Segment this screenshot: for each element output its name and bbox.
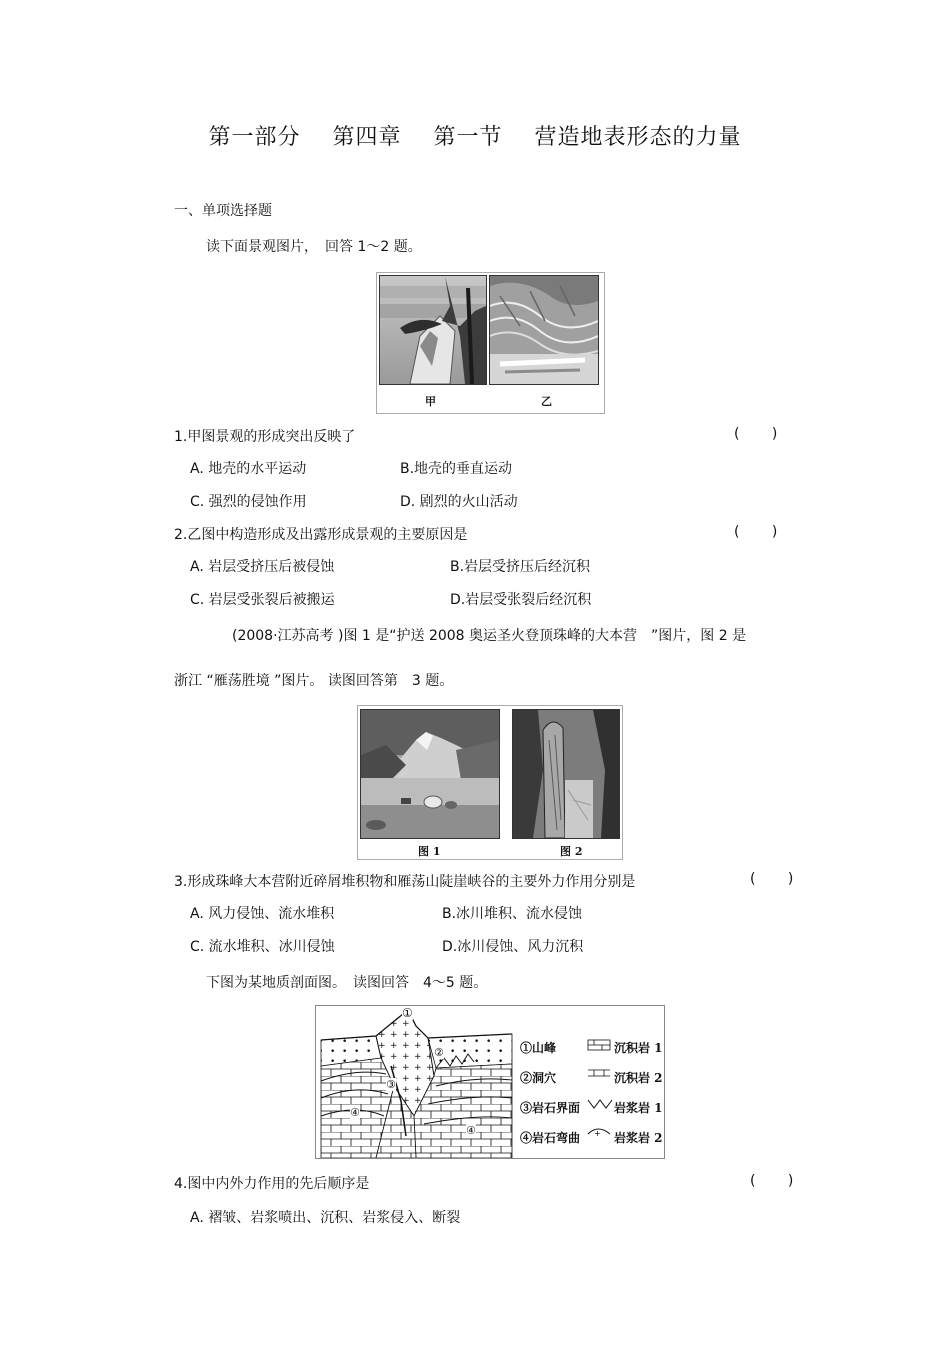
photo-jia [379, 275, 487, 385]
intro-q1-2: 读下面景观图片， 回答 1～2 题。 [206, 239, 422, 255]
question-1-option-a: A. 地壳的水平运动 [190, 461, 307, 477]
question-4-stem: 4.图中内外力作用的先后顺序是 [174, 1176, 370, 1192]
photo-yandang [512, 709, 620, 839]
question-2-option-b: B.岩层受挤压后经沉积 [450, 559, 591, 575]
question-2-stem: 2.乙图中构造形成及出露形成景观的主要原因是 [174, 527, 468, 543]
caption-yi: 乙 [541, 395, 552, 408]
intro-q3-line2: 浙江 “雁荡胜境 ”图片。 读图回答第 3 题。 [174, 673, 454, 689]
question-1-stem: 1.甲图景观的形成突出反映了 [174, 429, 356, 445]
legend-magma-1: 岩浆岩 1 [614, 1101, 663, 1115]
legend-symbols [586, 1036, 616, 1156]
question-3-option-c: C. 流水堆积、冰川侵蚀 [190, 939, 335, 955]
question-2-answer-blank: ( ) [734, 524, 792, 540]
section-heading: 一、单项选择题 [174, 203, 272, 219]
marker-interface: ③ [386, 1078, 396, 1091]
question-2-option-d: D.岩层受张裂后经沉积 [450, 592, 592, 608]
legend-magma-2: 岩浆岩 2 [614, 1131, 663, 1145]
question-4-option-a: A. 褶皱、岩浆喷出、沉积、岩浆侵入、断裂 [190, 1210, 461, 1226]
question-2-option-c: C. 岩层受张裂后被搬运 [190, 592, 335, 608]
legend-sedimentary-2: 沉积岩 2 [614, 1071, 663, 1085]
magma-2-icon [588, 1129, 610, 1138]
question-3-stem: 3.形成珠峰大本营附近碎屑堆积物和雁荡山陡崖峡谷的主要外力作用分别是 [174, 874, 636, 890]
question-1-option-b: B.地壳的垂直运动 [400, 461, 513, 477]
title-section: 第一节 [433, 125, 503, 150]
marker-peak: ① [402, 1006, 413, 1020]
question-3-option-b: B.冰川堆积、流水侵蚀 [442, 906, 583, 922]
geological-section-figure [315, 1005, 665, 1159]
legend-sedimentary-1: 沉积岩 1 [614, 1041, 663, 1055]
question-4-answer-blank: ( ) [750, 1173, 808, 1189]
svg-text:+: + [594, 1129, 601, 1138]
page-title [0, 120, 950, 151]
cross-section-drawing [316, 1006, 516, 1158]
legend-cave: ②洞穴 [520, 1071, 557, 1085]
title-topic: 营造地表形态的力量 [534, 125, 742, 150]
sedimentary-1-icon [588, 1040, 610, 1050]
intro-q3-line1: (2008·江苏高考 )图 1 是“护送 2008 奥运圣火登顶珠峰的大本营 ”图片，图 2 是 [232, 628, 747, 644]
title-part: 第一部分 [208, 125, 301, 150]
question-1-answer-blank: ( ) [734, 426, 792, 442]
caption-figure-2: 图 2 [560, 845, 583, 858]
landscape-figure-1 [376, 272, 605, 414]
question-3-option-a: A. 风力侵蚀、流水堆积 [190, 906, 335, 922]
landscape-figure-2 [357, 705, 623, 860]
question-3-option-d: D.冰川侵蚀、风力沉积 [442, 939, 584, 955]
caption-figure-1: 图 1 [418, 845, 441, 858]
sedimentary-2-icon [588, 1070, 610, 1076]
marker-fold-left: ④ [350, 1106, 360, 1119]
legend-peak: ①山峰 [520, 1041, 557, 1055]
marker-fold-right: ④ [466, 1124, 476, 1137]
legend-fold: ④岩石弯曲 [520, 1131, 581, 1145]
caption-jia: 甲 [425, 395, 436, 408]
magma-1-icon [588, 1100, 612, 1108]
question-1-option-c: C. 强烈的侵蚀作用 [190, 494, 307, 510]
marker-cave: ② [434, 1046, 444, 1059]
title-chapter: 第四章 [332, 125, 402, 150]
question-3-answer-blank: ( ) [750, 871, 808, 887]
photo-everest-base-camp [360, 709, 500, 839]
question-2-option-a: A. 岩层受挤压后被侵蚀 [190, 559, 335, 575]
photo-yi [489, 275, 599, 385]
question-1-option-d: D. 剧烈的火山活动 [400, 494, 518, 510]
legend-interface: ③岩石界面 [520, 1101, 581, 1115]
intro-q4-5: 下图为某地质剖面图。 读图回答 4～5 题。 [206, 975, 488, 991]
